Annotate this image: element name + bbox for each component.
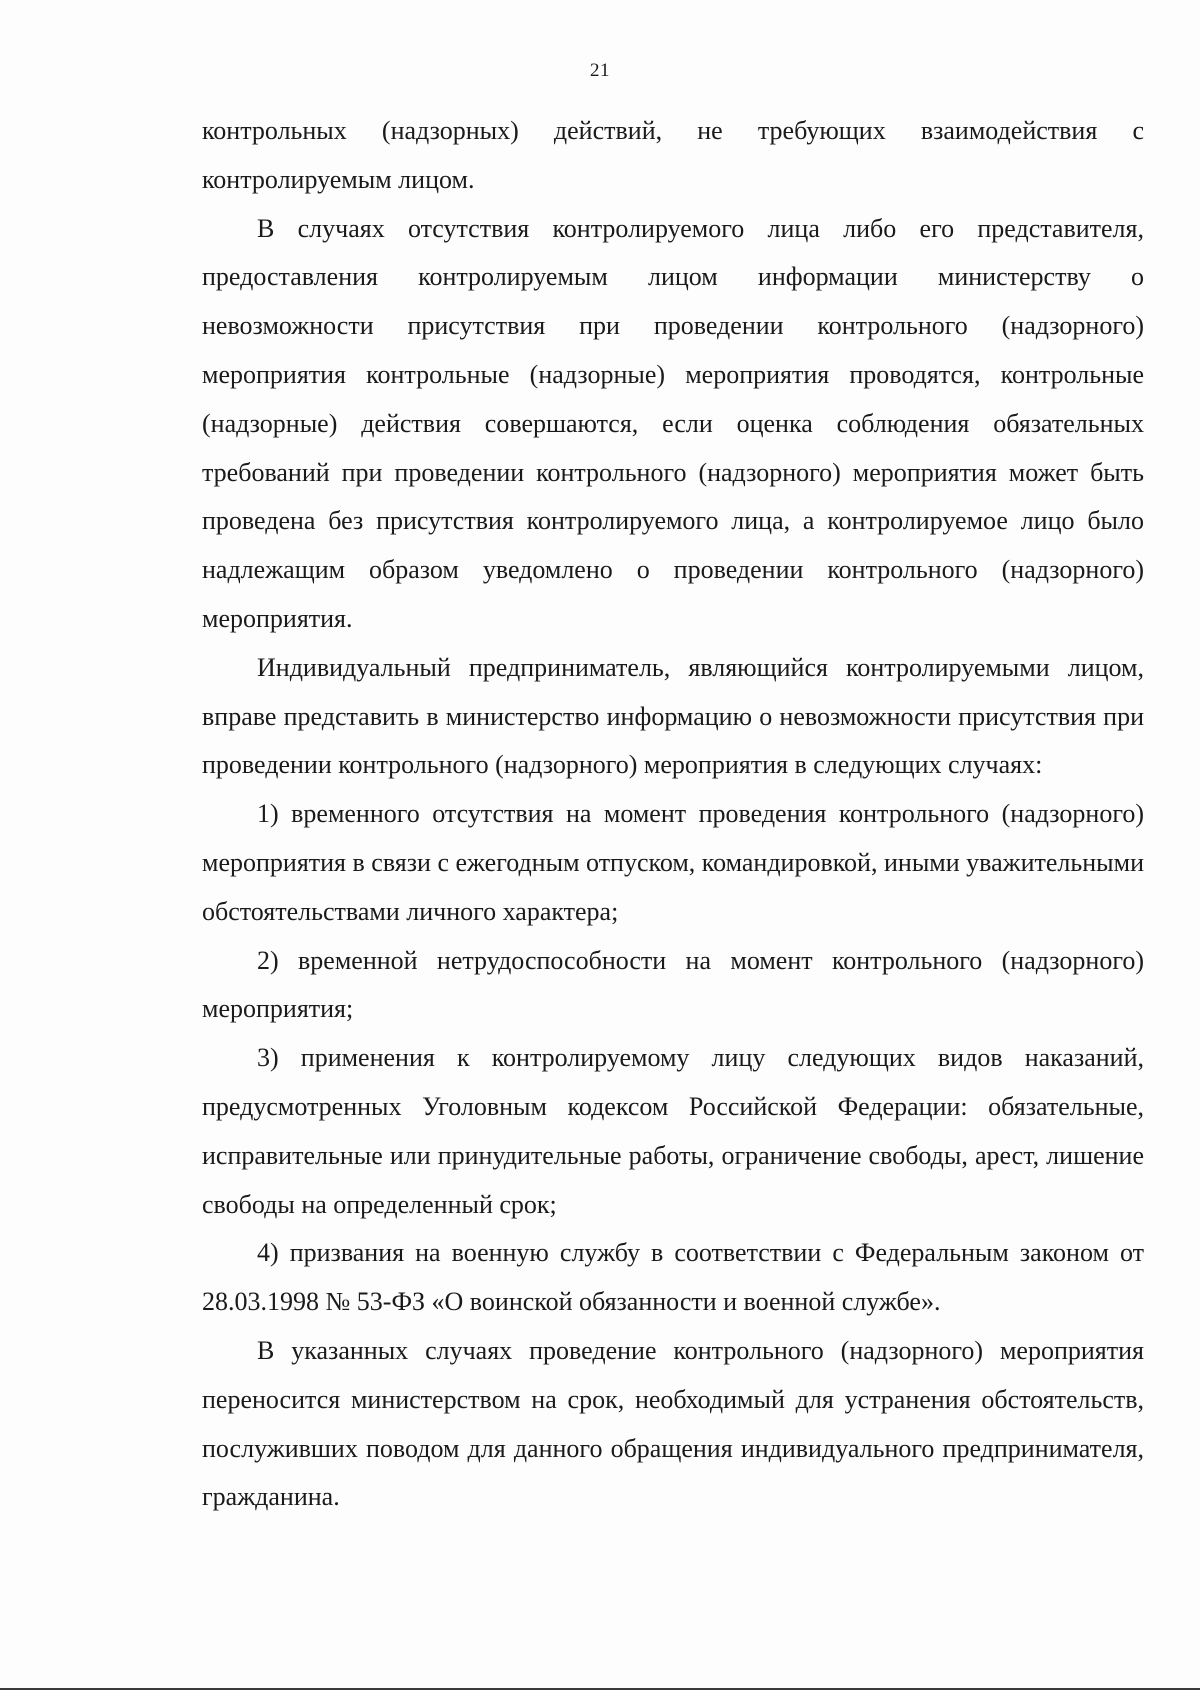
page-bottom-rule [0,1688,1200,1690]
paragraph-postponement: В указанных случаях проведение контрольного (надзорного) мероприятия переносится министерством на срок, необходимый для устранения обстоятельств, послуживших поводом для данного обращения индивидуального предпринимателя, гражданина. [202,1335,1144,1512]
list-item-2: 2) временной нетрудоспособности на момент контрольного (надзорного) мероприятия; [202,945,1144,1024]
list-item-4: 4) призвания на военную службу в соответствии с Федеральным законом от 28.03.1998 № 53-ФЗ «О воинской обязанности и военной службе». [202,1238,1144,1317]
page-number: 21 [590,60,610,81]
paragraph-absence-of-controlled-person: В случаях отсутствия контролируемого лица либо его представителя, предоставления контролируемым лицом информации министерству о невозможности присутствия при проведении контрольного (надзорного) мероприятия контрольные (надзорные) мероприятия проводятся, контрольные (надзорные) действия совершаются, если оценка соблюдения обязательных требований при проведении контрольного (надзорного) мероприятия может быть проведена без присутствия контролируемого лица, а контролируемое лицо было надлежащим образом уведомлено о проведении контрольного (надзорного) мероприятия. [202,213,1144,633]
paragraph-entrepreneur-right: Индивидуальный предприниматель, являющийся контролируемыми лицом, вправе представить в министерство информацию о невозможности присутствия при проведении контрольного (надзорного) мероприятия в следующих случаях: [202,652,1144,780]
document-body [202,107,1144,1522]
list-item-1: 1) временного отсутствия на момент проведения контрольного (надзорного) мероприятия в связи с ежегодным отпуском, командировкой, иными уважительными обстоятельствами личного характера; [202,799,1144,926]
list-item-3: 3) применения к контролируемому лицу следующих видов наказаний, предусмотренных Уголовным кодексом Российской Федерации: обязательные, исправительные или принудительные работы, ограничение свободы, арест, лишение свободы на определенный срок; [202,1043,1144,1219]
paragraph-continuation: контрольных (надзорных) действий, не требующих взаимодействия с контролируемым лицом. [202,116,1144,194]
